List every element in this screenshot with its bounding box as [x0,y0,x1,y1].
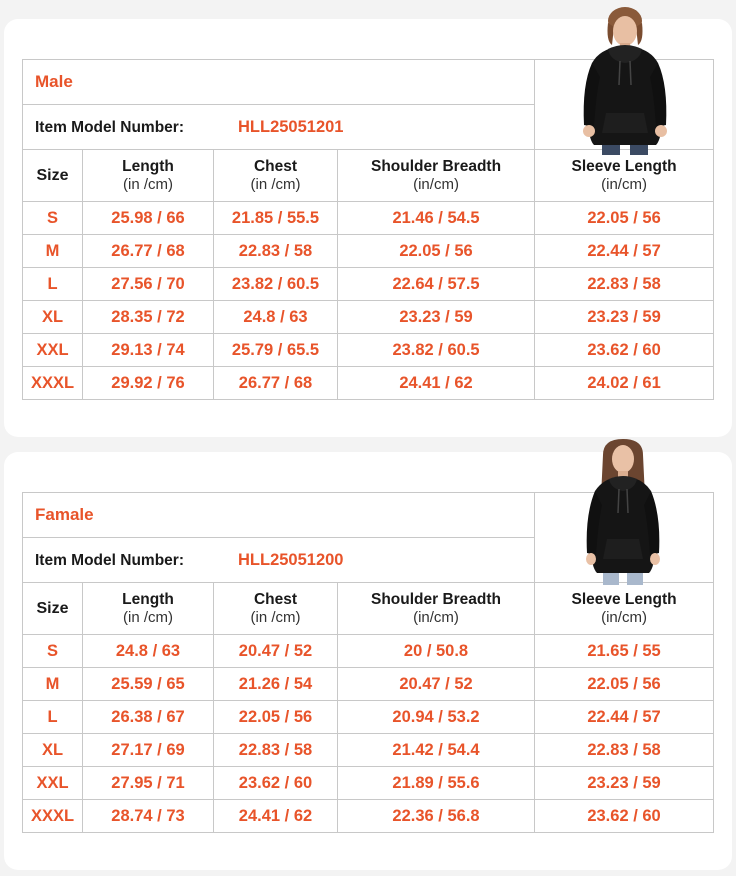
table-row [23,767,714,800]
sleeve-cell: 21.65 / 55 [587,641,661,660]
table-row [23,367,714,400]
table-row [23,668,714,701]
female-header-shoulder: Shoulder Breadth (in/cm) [338,583,535,635]
female-header-length: Length (in /cm) [83,583,214,635]
sleeve-cell: 23.62 / 60 [587,340,661,359]
table-row [23,701,714,734]
male-header-shoulder: Shoulder Breadth (in/cm) [338,150,535,202]
female-header-chest: Chest (in /cm) [214,583,338,635]
size-cell: S [46,641,58,660]
chest-cell: 21.85 / 55.5 [231,208,320,227]
length-cell: 26.77 / 68 [111,241,185,260]
chest-cell: 24.8 / 63 [243,307,308,326]
table-row [23,734,714,767]
male-title: Male [35,72,73,91]
female-header-row [23,583,714,635]
shoulder-cell: 23.23 / 59 [399,307,473,326]
female-title: Famale [35,505,94,524]
female-model-number: HLL25051200 [238,550,344,569]
length-cell: 26.38 / 67 [111,707,185,726]
male-header-sleeve: Sleeve Length (in/cm) [535,150,714,202]
size-cell: XXL [36,340,69,359]
female-photo-cell [535,493,714,583]
male-size-chart-card [4,19,732,437]
sleeve-cell: 23.23 / 59 [587,773,661,792]
female-title-cell [23,493,535,538]
length-cell: 28.35 / 72 [111,307,185,326]
chest-cell: 22.83 / 58 [238,241,313,260]
male-model-label: Item Model Number: [35,118,184,136]
chest-cell: 20.47 / 52 [238,641,313,660]
length-cell: 29.13 / 74 [111,340,185,359]
sleeve-cell: 22.05 / 56 [587,208,661,227]
size-cell: XXXL [30,806,75,825]
male-model-black-hoodie-icon [570,5,680,155]
sleeve-cell: 22.44 / 57 [587,707,661,726]
male-header-chest: Chest (in /cm) [214,150,338,202]
size-cell: XXL [36,773,69,792]
male-size-table [22,59,714,400]
sleeve-cell: 22.05 / 56 [587,674,661,693]
table-row [23,800,714,833]
length-cell: 27.56 / 70 [111,274,185,293]
chest-cell: 23.62 / 60 [238,773,313,792]
chest-cell: 23.82 / 60.5 [231,274,320,293]
size-cell: XXXL [30,373,75,392]
chest-cell: 25.79 / 65.5 [231,340,320,359]
table-row [23,301,714,334]
chest-cell: 24.41 / 62 [238,806,313,825]
size-cell: XL [41,307,64,326]
shoulder-cell: 22.36 / 56.8 [392,806,480,825]
table-row [23,635,714,668]
table-row [23,334,714,367]
length-cell: 27.17 / 69 [111,740,185,759]
chest-cell: 21.26 / 54 [238,674,313,693]
chest-cell: 22.05 / 56 [238,707,313,726]
shoulder-cell: 21.46 / 54.5 [392,208,480,227]
table-row [23,235,714,268]
shoulder-cell: 22.64 / 57.5 [392,274,480,293]
length-cell: 24.8 / 63 [115,641,181,660]
female-model-black-hoodie-icon [573,435,673,585]
female-size-chart-card [4,452,732,870]
size-cell: S [46,208,58,227]
size-cell: M [45,241,60,260]
length-cell: 29.92 / 76 [111,373,185,392]
shoulder-cell: 21.42 / 54.4 [392,740,480,759]
shoulder-cell: 24.41 / 62 [399,373,473,392]
male-model-number: HLL25051201 [238,117,344,136]
length-cell: 25.59 / 65 [111,674,185,693]
female-model-label: Item Model Number: [35,551,184,569]
shoulder-cell: 22.05 / 56 [399,241,473,260]
sleeve-cell: 24.02 / 61 [587,373,661,392]
shoulder-cell: 23.82 / 60.5 [392,340,480,359]
female-header-size: Size [23,583,83,635]
table-row [23,202,714,235]
sleeve-cell: 23.23 / 59 [587,307,661,326]
male-header-row [23,150,714,202]
size-cell: XL [41,740,64,759]
chest-cell: 22.83 / 58 [238,740,313,759]
male-header-size: Size [23,150,83,202]
length-cell: 27.95 / 71 [111,773,185,792]
male-photo-cell [535,60,714,150]
size-cell: L [47,707,58,726]
female-model-number-cell [23,538,535,583]
sleeve-cell: 22.83 / 58 [587,740,661,759]
table-row [23,268,714,301]
sleeve-cell: 22.83 / 58 [587,274,661,293]
shoulder-cell: 21.89 / 55.6 [392,773,480,792]
size-cell: M [45,674,60,693]
length-cell: 28.74 / 73 [111,806,185,825]
female-size-table [22,492,714,833]
sleeve-cell: 22.44 / 57 [587,241,661,260]
shoulder-cell: 20.94 / 53.2 [392,707,480,726]
female-header-sleeve: Sleeve Length (in/cm) [535,583,714,635]
chest-cell: 26.77 / 68 [238,373,313,392]
sleeve-cell: 23.62 / 60 [587,806,661,825]
male-header-length: Length (in /cm) [83,150,214,202]
size-cell: L [47,274,58,293]
shoulder-cell: 20.47 / 52 [399,674,473,693]
male-model-number-cell [23,105,535,150]
shoulder-cell: 20 / 50.8 [403,641,469,660]
length-cell: 25.98 / 66 [111,208,185,227]
male-title-cell [23,60,535,105]
